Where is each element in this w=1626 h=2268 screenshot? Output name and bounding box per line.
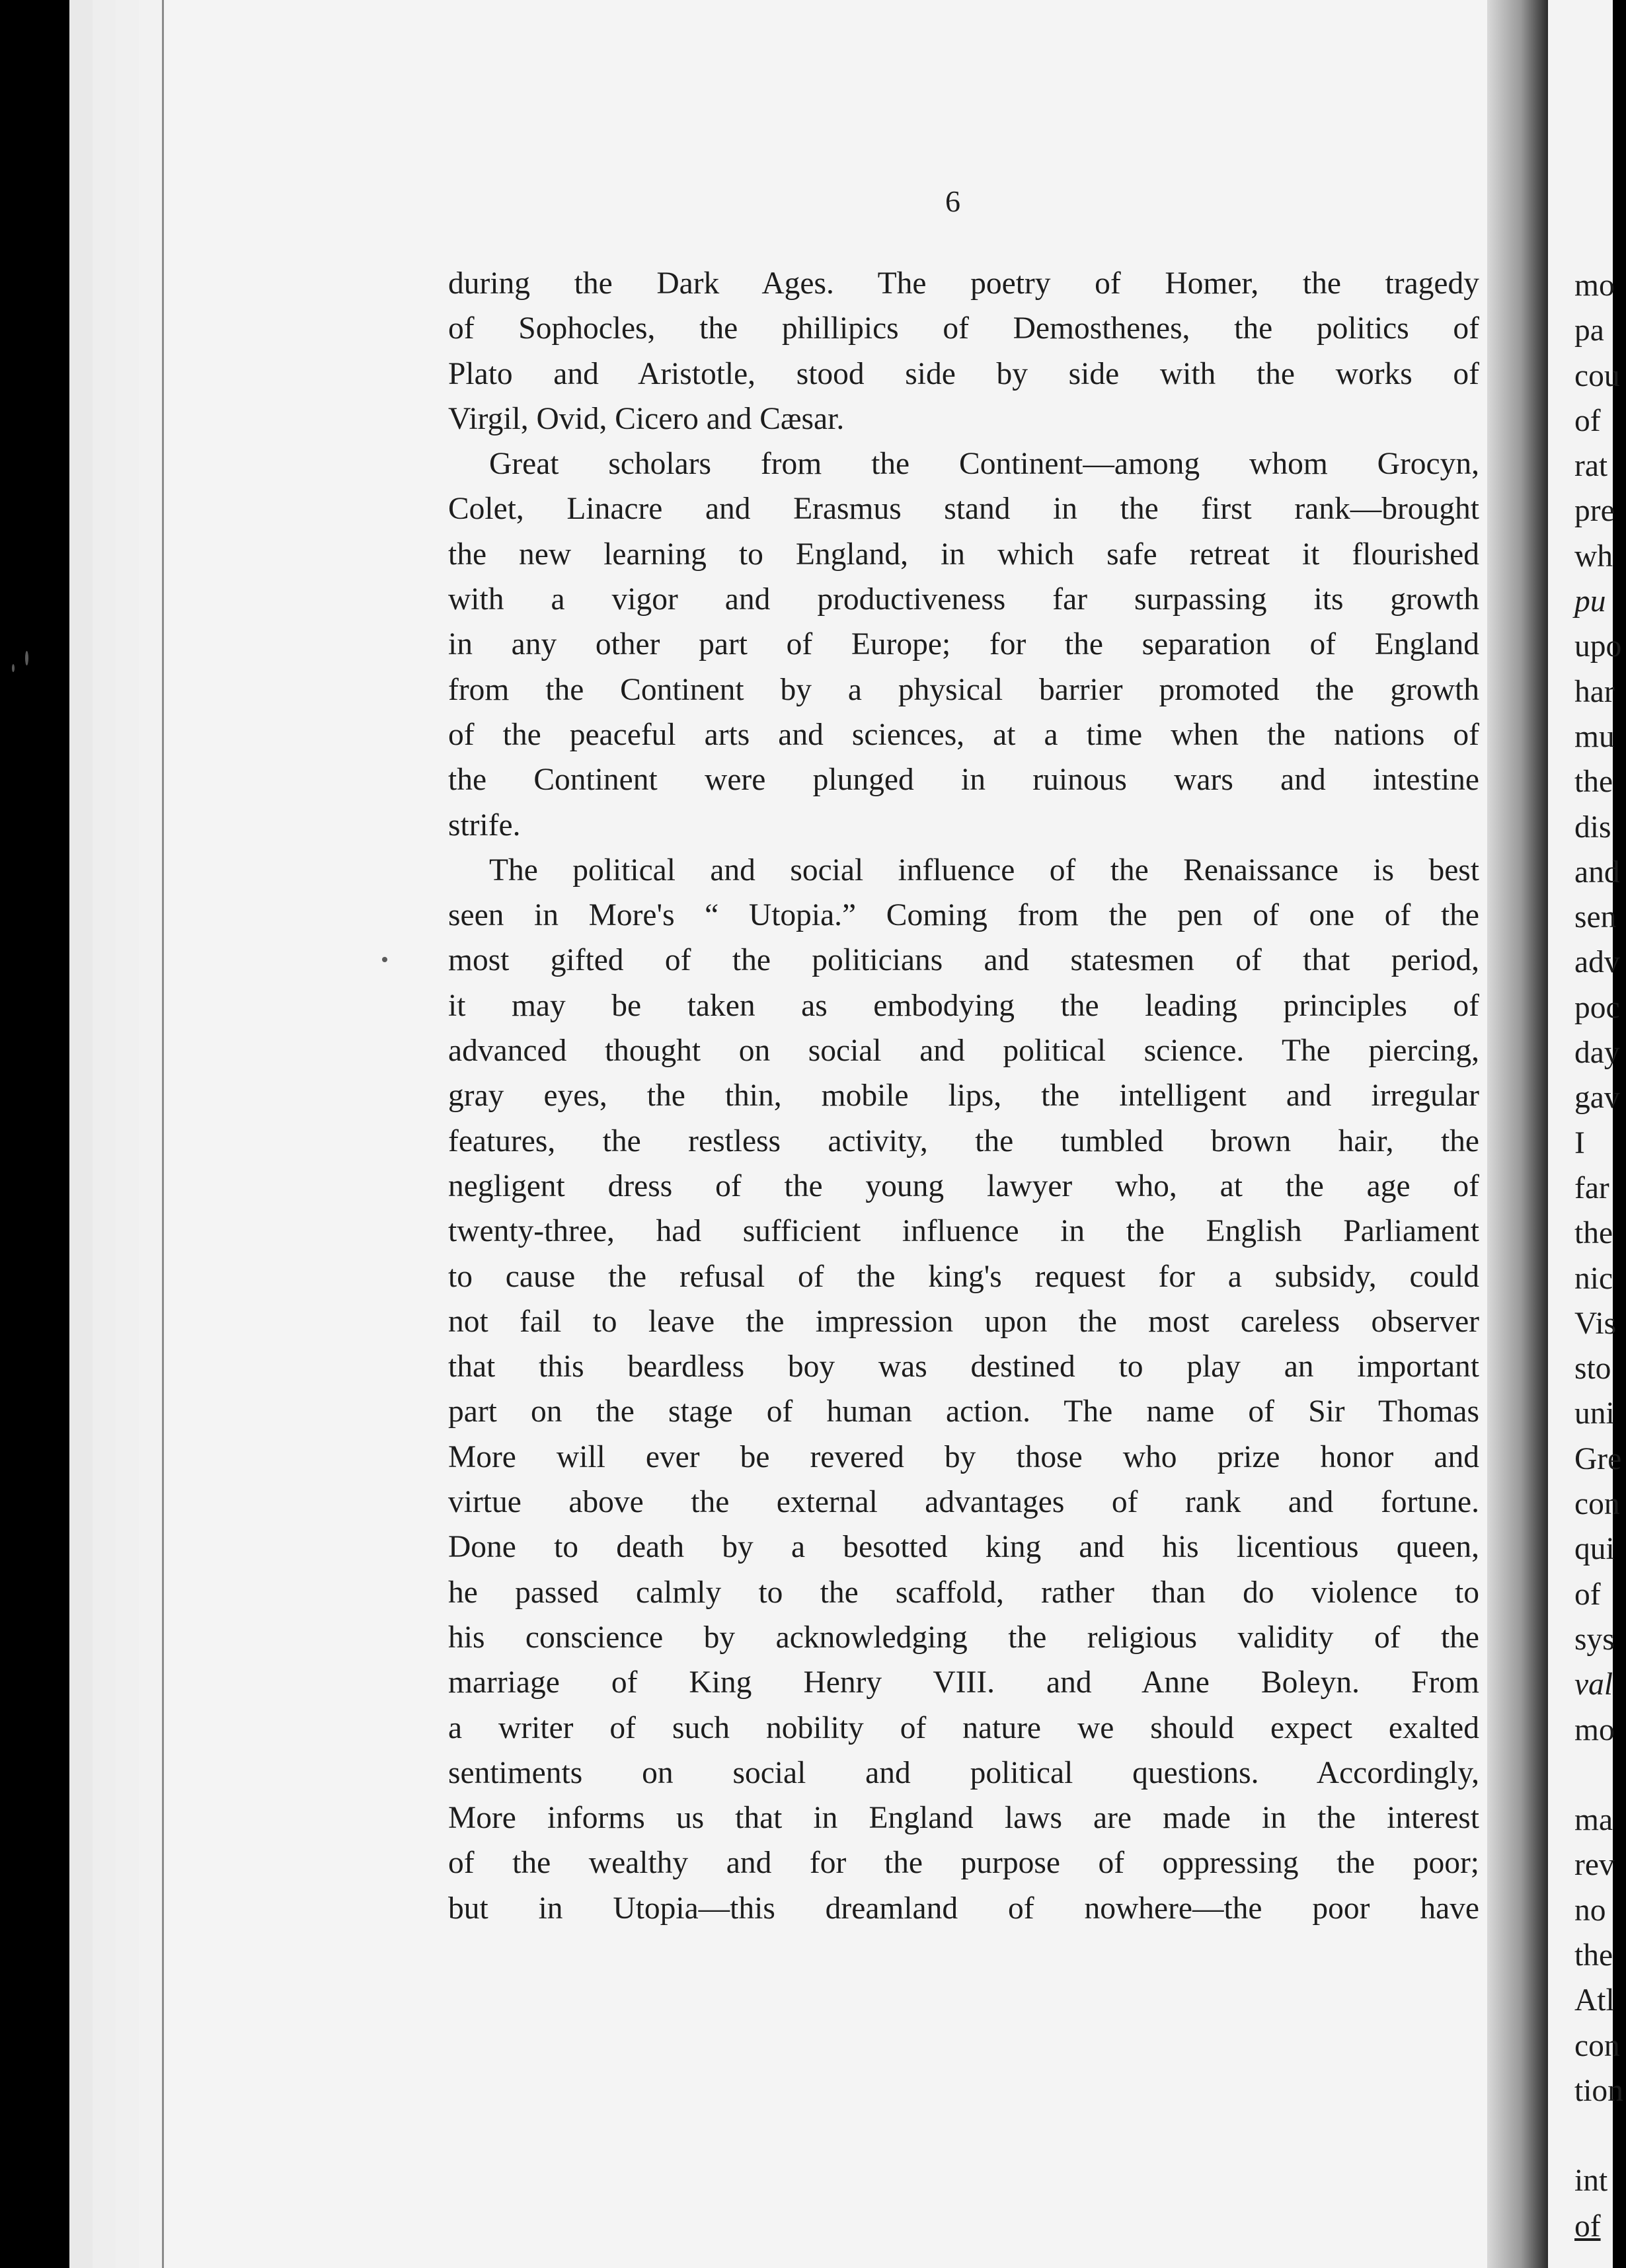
facing-page-fragment: the xyxy=(1574,1938,1613,1973)
text-line: of the peaceful arts and sciences, at a time when the nations of xyxy=(448,717,1479,752)
text-line: More will ever be revered by those who prize honor and xyxy=(448,1439,1479,1474)
text-line: to cause the refusal of the king's request for a subsidy, could xyxy=(448,1259,1479,1294)
text-line: features, the restless activity, the tumbled brown hair, the xyxy=(448,1123,1479,1158)
text-line: seen in More's “ Utopia.” Coming from the pen of one of the xyxy=(448,898,1479,933)
facing-page-fragment: Gre xyxy=(1574,1441,1622,1476)
text-line: that this beardless boy was destined to play an important xyxy=(448,1349,1479,1384)
facing-page-fragment: day xyxy=(1574,1036,1620,1071)
text-line: Done to death by a besotted king and his licentious queen, xyxy=(448,1530,1479,1565)
facing-page-fragment: upo xyxy=(1574,629,1622,664)
facing-page-fragment: rat xyxy=(1574,449,1608,484)
facing-page-fragment: I xyxy=(1574,1125,1585,1160)
text-line: strife. xyxy=(448,808,521,843)
facing-page-fragment: int xyxy=(1574,2164,1608,2199)
facing-page-fragment: no xyxy=(1574,1893,1606,1928)
facing-page-fragment: mu xyxy=(1574,719,1615,754)
facing-page-fragment: qui xyxy=(1574,1532,1615,1567)
text-line: it may be taken as embodying the leading principles of xyxy=(448,988,1479,1023)
facing-page-fragment: nic xyxy=(1574,1261,1613,1296)
text-line: part on the stage of human action. The name of Sir Thomas xyxy=(448,1394,1479,1429)
text-line: virtue above the external advantages of rank and fortune. xyxy=(448,1485,1479,1520)
facing-page-fragment: mo xyxy=(1574,1712,1615,1747)
text-line: Great scholars from the Continent—among whom Grocyn, xyxy=(489,447,1479,482)
facing-page-fragment: of xyxy=(1574,1577,1601,1612)
facing-page-fragment: con xyxy=(1574,2028,1620,2063)
body-text xyxy=(448,261,1479,1931)
page-number: 6 xyxy=(945,184,960,218)
facing-page-fragment: sys xyxy=(1574,1622,1615,1657)
facing-page-fragment: of xyxy=(1574,2209,1601,2244)
facing-page-fragment: gav xyxy=(1574,1080,1620,1115)
facing-page-fragment: uni xyxy=(1574,1396,1615,1431)
facing-page-fragment: dis xyxy=(1574,810,1611,845)
facing-page-fragment: rev xyxy=(1574,1848,1615,1883)
text-line: the new learning to England, in which safe retreat it flourished xyxy=(448,537,1479,572)
text-line: More informs us that in England laws are made in the interest xyxy=(448,1801,1479,1836)
facing-page-fragment: har xyxy=(1574,674,1615,709)
facing-page-fragment: cou xyxy=(1574,358,1620,393)
facing-page-fragment: sen xyxy=(1574,900,1617,935)
book-gutter xyxy=(1487,0,1548,2268)
text-line: the Continent were plunged in ruinous wars and intestine xyxy=(448,763,1479,798)
facing-page-fragment: adv xyxy=(1574,945,1620,980)
facing-page-fragment: wh xyxy=(1574,539,1613,574)
facing-page-fragment: mo xyxy=(1574,268,1615,303)
text-line: from the Continent by a physical barrier promoted the growth xyxy=(448,672,1479,707)
text-line: of the wealthy and for the purpose of oppressing the poor; xyxy=(448,1846,1479,1881)
text-line: with a vigor and productiveness far surpassing its growth xyxy=(448,582,1479,617)
text-line: Colet, Linacre and Erasmus stand in the first rank—brought xyxy=(448,492,1479,527)
facing-page-fragment xyxy=(1574,2113,1626,2158)
text-line: his conscience by acknowledging the religious validity of the xyxy=(448,1620,1479,1655)
text-line: negligent dress of the young lawyer who, at the age of xyxy=(448,1168,1479,1203)
facing-page-text xyxy=(1574,263,1626,2249)
facing-page-fragment: pa xyxy=(1574,313,1604,348)
text-line: in any other part of Europe; for the separation of England xyxy=(448,627,1479,662)
text-line: sentiments on social and political questions. Accordingly, xyxy=(448,1755,1479,1790)
text-line: a writer of such nobility of nature we should expect exalted xyxy=(448,1710,1479,1745)
text-line: twenty-three, had sufficient influence in the English Parliament xyxy=(448,1214,1479,1249)
text-line: during the Dark Ages. The poetry of Homer, the tragedy xyxy=(448,266,1479,301)
text-line: The political and social influence of the Renaissance is best xyxy=(489,852,1479,888)
facing-page-fragment: the xyxy=(1574,1216,1613,1251)
facing-page-fragment: pre xyxy=(1574,494,1615,529)
facing-page-fragment: Atl xyxy=(1574,1983,1615,2018)
text-line: marriage of King Henry VIII. and Anne Boleyn. From xyxy=(448,1665,1479,1700)
facing-page-fragment xyxy=(1574,1753,1626,1797)
facing-page-fragment: tion xyxy=(1574,2073,1623,2108)
text-line: gray eyes, the thin, mobile lips, the intelligent and irregular xyxy=(448,1078,1479,1114)
facing-page-fragment: the xyxy=(1574,765,1613,800)
text-line: Virgil, Ovid, Cicero and Cæsar. xyxy=(448,401,845,436)
text-line: advanced thought on social and political science. The piercing, xyxy=(448,1034,1479,1069)
scan-speck xyxy=(382,957,387,962)
text-line: of Sophocles, the phillipics of Demosthenes, the politics of xyxy=(448,311,1479,346)
facing-page-fragment: ma xyxy=(1574,1803,1613,1838)
scan-speck xyxy=(12,664,15,672)
facing-page-fragment: poc xyxy=(1574,990,1620,1025)
facing-page-fragment: pu xyxy=(1574,584,1606,619)
scan-speck xyxy=(25,651,28,665)
facing-page-fragment: Vis xyxy=(1574,1306,1617,1341)
facing-page-fragment: sto xyxy=(1574,1351,1611,1386)
text-line: not fail to leave the impression upon the most careless observer xyxy=(448,1304,1479,1339)
facing-page-fragment: far xyxy=(1574,1170,1609,1205)
text-line: Plato and Aristotle, stood side by side with the works of xyxy=(448,356,1479,391)
facing-page-fragment: val xyxy=(1574,1667,1613,1702)
facing-page-fragment: con xyxy=(1574,1487,1620,1522)
text-line: most gifted of the politicians and statesmen of that period, xyxy=(448,943,1479,978)
text-line: he passed calmly to the scaffold, rather than do violence to xyxy=(448,1575,1479,1610)
facing-page-fragment: and xyxy=(1574,854,1620,889)
facing-page-fragment: of xyxy=(1574,403,1601,438)
text-line: but in Utopia—this dreamland of nowhere—the poor have xyxy=(448,1891,1479,1926)
